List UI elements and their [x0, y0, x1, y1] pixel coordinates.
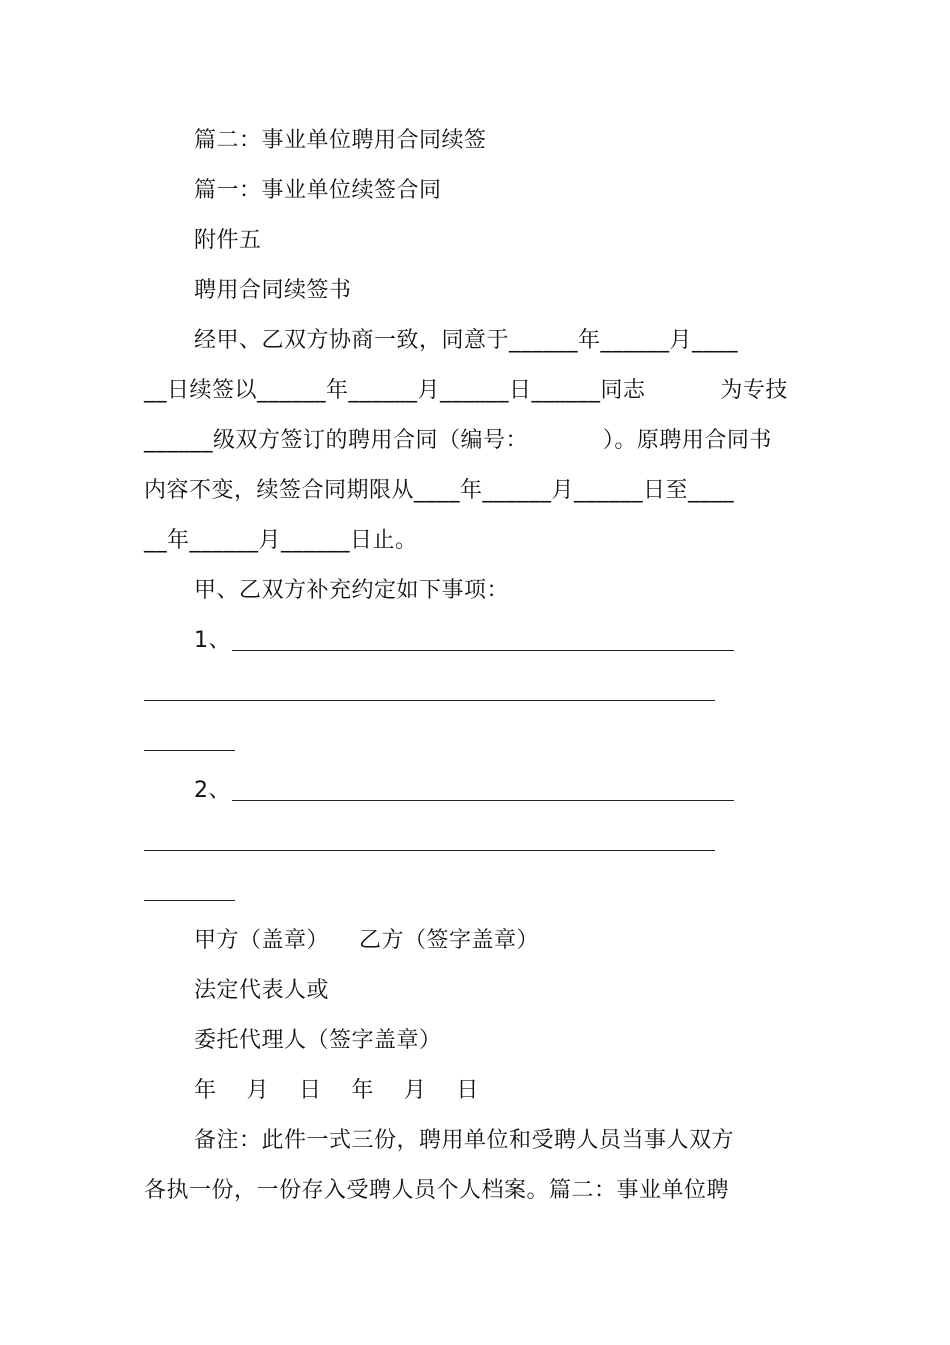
- authorized-agent-label: 委托代理人（签字盖章）: [194, 1028, 442, 1053]
- item-number-1: 1、: [194, 628, 231, 653]
- blank-line: [144, 850, 715, 851]
- blank-line: [144, 700, 715, 701]
- item-number-2: 2、: [194, 778, 231, 803]
- body-paragraph-line: ______级双方签订的聘用合同（编号： ）。原聘用合同书: [144, 428, 772, 453]
- supplement-heading: 甲、乙双方补充约定如下事项：: [194, 578, 510, 603]
- note-line: 各执一份，一份存入受聘人员个人档案。篇二：事业单位聘: [144, 1178, 730, 1203]
- legal-representative-label: 法定代表人或: [194, 978, 330, 1003]
- body-paragraph-line: __日续签以______年______月______日______同志 为专技: [144, 378, 788, 403]
- heading-part-two: 篇二：事业单位聘用合同续签: [194, 128, 487, 153]
- blank-line: [232, 800, 734, 801]
- signature-parties: 甲方（盖章） 乙方（签字盖章）: [194, 928, 539, 953]
- blank-line: [144, 900, 235, 901]
- blank-line: [232, 650, 734, 651]
- blank-line: [144, 750, 235, 751]
- document-title: 聘用合同续签书: [194, 278, 352, 303]
- body-paragraph-line: __年______月______日止。: [144, 528, 418, 553]
- signature-date-line: 年 月 日 年 月 日: [194, 1078, 479, 1103]
- body-paragraph-line: 内容不变，续签合同期限从____年______月______日至____: [144, 478, 735, 503]
- heading-part-one: 篇一：事业单位续签合同: [194, 178, 442, 203]
- body-paragraph-line: 经甲、乙双方协商一致，同意于______年______月____: [194, 328, 739, 353]
- note-line: 备注：此件一式三份，聘用单位和受聘人员当事人双方: [194, 1128, 735, 1153]
- attachment-label: 附件五: [194, 228, 262, 253]
